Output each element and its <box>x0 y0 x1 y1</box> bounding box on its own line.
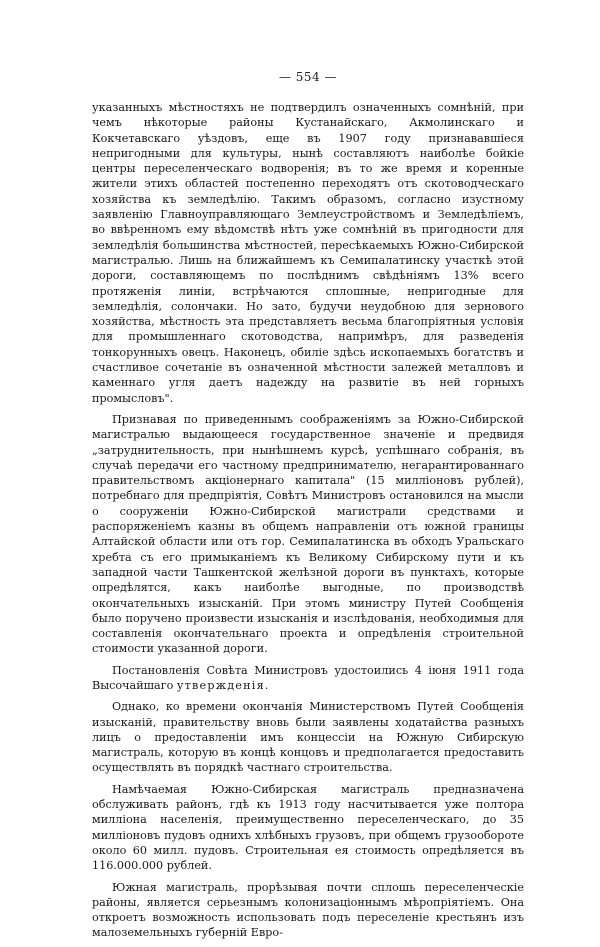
document-page <box>92 70 524 947</box>
paragraph-3-main: Постановленія Совѣта Министровъ удостоились 4 іюня 1911 года Высочайшаго <box>92 663 524 692</box>
paragraph-3 <box>92 663 524 694</box>
paragraph-6: Южная магистраль, прорѣзывая почти сплошь переселенческіе районы, является серьезнымъ колонизаціоннымъ мѣропріятіемъ. Она откроетъ возможность использовать подъ переселеніе крестьянъ изъ малоземельныхъ губерній Евро- <box>92 880 524 940</box>
paragraph-5: Намѣчаемая Южно-Сибирская магистраль предназначена обслуживать районъ, гдѣ къ 1913 году насчитывается уже полтора милліона населенія, преимущественно переселенческаго, до 35 милліоновъ пудовъ однихъ хлѣбныхъ грузовъ, при общемъ грузообороте около 60 милл. пудовъ. Строительная ея стоимость опредѣляется въ 116.000.000 рублей. <box>92 782 524 873</box>
paragraph-2: Признавая по приведеннымъ соображеніямъ за Южно-Сибирской магистралью выдающееся государственное значеніе и предвидя „затруднительность, при нынѣшнемъ курсѣ, успѣшнаго собранія, въ случаѣ передачи его частному предпринимателю, негарантированнаго правительствомъ акціонернаго капитала" (15 милліоновъ рублей), потребнаго для предпріятія, Совѣтъ Министровъ остановился на мысли о сооруженіи Южно-Сибирской магистрали средствами и распоряженіемъ казны въ общемъ направленіи отъ южной границы Алтайской области или отъ гор. Семипалатинска въ обходъ Уральскаго хребта съ его примыканіемъ къ Великому Сибирскому пути и къ западной части Ташкентской желѣзной дороги въ пунктахъ, которые опредѣлятся, какъ наиболѣе выгодные, по производствѣ окончательныхъ изысканій. При этомъ министру Путей Сообщенія было поручено произвести изысканія и изслѣдованія, необходимыя для составленія окончательнаго проекта и опредѣленія строительной стоимости указанной дороги. <box>92 412 524 656</box>
paragraph-4: Однако, ко времени окончанія Министерствомъ Путей Сообщенія изысканій, правительству вновь были заявлены ходатайства разныхъ лицъ о предоставленіи имъ концессіи на Южную Сибирскую магистраль, которую въ концѣ концовъ и предполагается предоставить осуществлять въ порядкѣ частнаго строительства. <box>92 700 524 775</box>
paragraph-3-spaced: утвержденія. <box>176 678 270 692</box>
paragraph-1: указанныхъ мѣстностяхъ не подтвердилъ означенныхъ сомнѣній, при чемъ нѣкоторые районы Кустанайскаго, Акмолинскаго и Кокчетавскаго уѣздовъ, еще въ 1907 году признававшіеся непригодными для культуры, нынѣ составляютъ наиболѣе бойкіе центры переселенческаго водворенія; въ то же время и коренные жители этихъ областей постепенно переходятъ отъ скотоводческаго хозяйства къ земледѣлію. Такимъ образомъ, согласно изустному заявленію Главноуправляющаго Землеустройствомъ и Земледѣліемъ, во ввѣренномъ ему вѣдомствѣ нѣтъ уже сомнѣній въ пригодности для земледѣлія большинства мѣстностей, пересѣкаемыхъ Южно-Сибирской магистралью. Лишь на ближайшемъ къ Семипалатинску участкѣ этой дороги, составляющемъ по послѣднимъ свѣдѣніямъ 13% всего протяженія линіи, встрѣчаются сплошные, непригодные для земледѣлія, солончаки. Но зато, будучи неудобною для зернового хозяйства, мѣстность эта представляетъ весьма благопріятныя условія для промышленнаго скотоводства, напримѣръ, для разведенія тонкорунныхъ овецъ. Наконецъ, обиліе здѣсь ископаемыхъ богатствъ и счастливое сочетаніе въ означенной мѣстности залежей металловъ и каменнаго угля даетъ надежду на развитіе въ ней горныхъ промысловъ". <box>92 101 524 405</box>
page-number: — 554 — <box>278 70 338 84</box>
